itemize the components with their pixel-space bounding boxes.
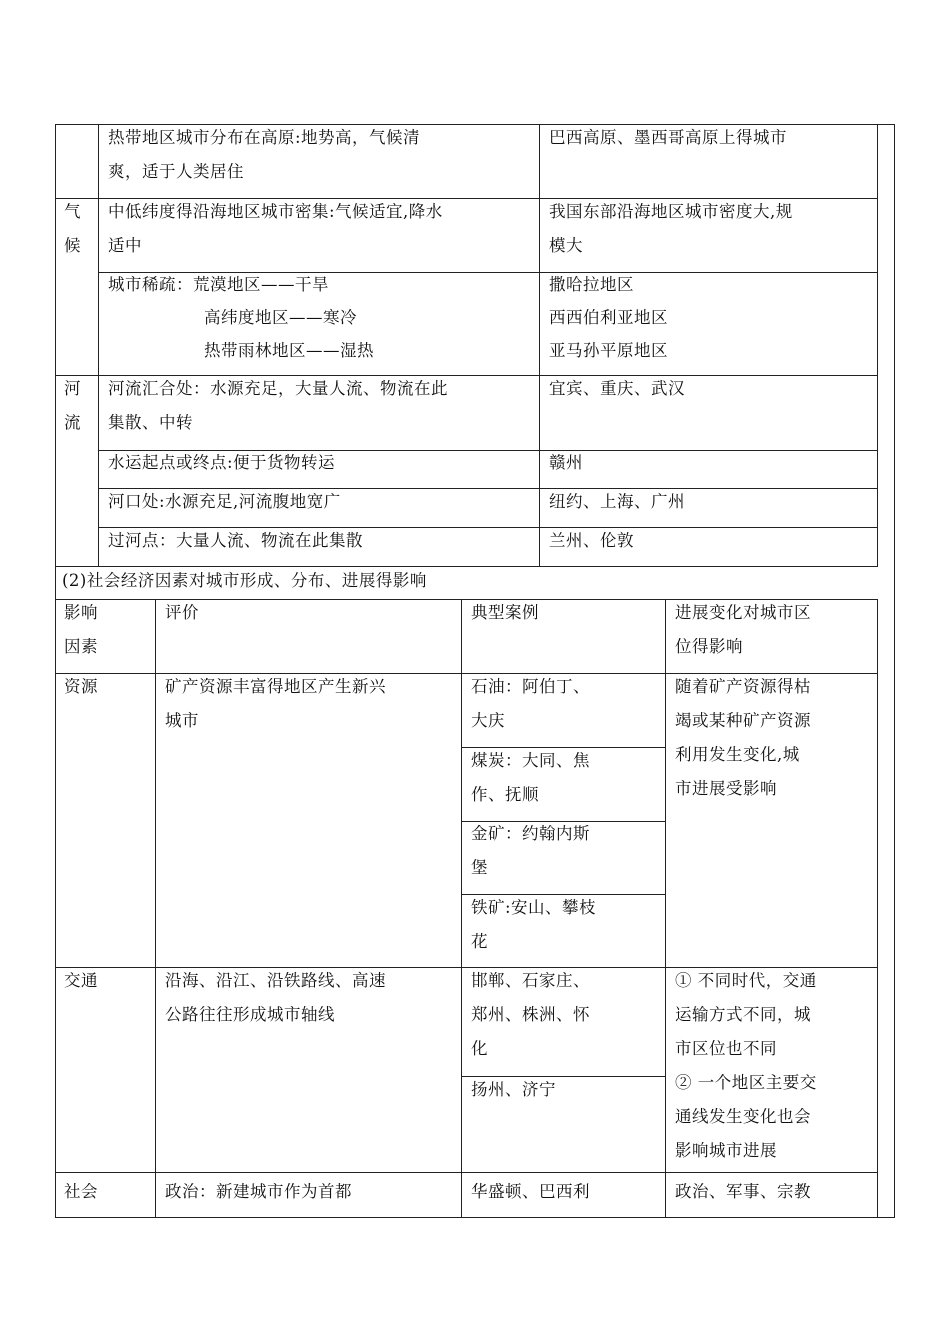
plateau-example: 巴西高原、墨西哥高原上得城市	[549, 128, 787, 147]
header-factor: 影响 因素	[64, 603, 98, 656]
table1-col-divider-3	[877, 124, 878, 567]
society-cases: 华盛顿、巴西利	[471, 1182, 590, 1201]
transport-case-1: 邯郸、石家庄、 郑州、株洲、怀 化	[471, 971, 590, 1058]
river-crossing-example: 兰州、伦敦	[549, 531, 634, 550]
header-cases: 典型案例	[471, 603, 539, 622]
climate-label: 气 候	[64, 202, 81, 255]
resources-case-coal: 煤炭：大同、焦 作、抚顺	[471, 751, 590, 804]
resources-case-oil: 石油：阿伯丁、 大庆	[471, 677, 590, 730]
climate-dense-example: 我国东部沿海地区城市密度大,规 模大	[549, 202, 793, 255]
table2-col-divider-2	[461, 599, 462, 1218]
table2-col-divider-1	[155, 599, 156, 1218]
river-mouth-example: 纽约、上海、广州	[549, 492, 685, 511]
climate-dense-description: 中低纬度得沿海地区城市密集:气候适宜,降水 适中	[108, 202, 443, 255]
table2-col-divider-3	[665, 599, 666, 1218]
society-evaluation: 政治：新建城市作为首都	[165, 1182, 352, 1201]
header-change: 进展变化对城市区 位得影响	[675, 603, 811, 656]
section-title: (2)社会经济因素对城市形成、分布、进展得影响	[62, 571, 427, 590]
river-confluence-description: 河流汇合处：水源充足，大量人流、物流在此 集散、中转	[108, 379, 448, 432]
resources-case-iron: 铁矿:安山、攀枝 花	[471, 898, 597, 951]
header-evaluation: 评价	[165, 603, 199, 622]
transport-factor: 交通	[64, 971, 98, 990]
river-terminal-example: 赣州	[549, 453, 583, 472]
climate-sparse-description: 城市稀疏：荒漠地区——干旱 高纬度地区——寒冷 热带雨林地区——湿热	[108, 275, 374, 360]
river-crossing-description: 过河点：大量人流、物流在此集散	[108, 531, 363, 550]
table1-col-divider-2	[539, 124, 540, 567]
resources-case-gold: 金矿：约翰内斯 堡	[471, 824, 590, 877]
society-factor: 社会	[64, 1182, 98, 1201]
table2-col-divider-4	[877, 599, 878, 1218]
climate-sparse-example: 撒哈拉地区 西西伯利亚地区 亚马孙平原地区	[549, 275, 668, 360]
plateau-description: 热带地区城市分布在高原:地势高，气候清 爽，适于人类居住	[108, 128, 421, 181]
transport-case-2: 扬州、济宁	[471, 1080, 556, 1099]
resources-evaluation: 矿产资源丰富得地区产生新兴 城市	[165, 677, 386, 730]
river-mouth-description: 河口处:水源充足,河流腹地宽广	[108, 492, 341, 511]
table2-row-divider	[55, 1172, 877, 1173]
transport-change: ① 不同时代，交通 运输方式不同，城 市区位也不同 ② 一个地区主要交 通线发生变化也会 影响城市进展	[675, 971, 817, 1160]
river-confluence-example: 宜宾、重庆、武汉	[549, 379, 685, 398]
table1-col-divider-1	[98, 124, 99, 567]
society-change: 政治、军事、宗教	[675, 1182, 811, 1201]
river-terminal-description: 水运起点或终点:便于货物转运	[108, 453, 336, 472]
transport-evaluation: 沿海、沿江、沿铁路线、高速 公路往往形成城市轴线	[165, 971, 386, 1024]
river-label: 河 流	[64, 379, 81, 432]
resources-factor: 资源	[64, 677, 98, 696]
resources-change: 随着矿产资源得枯 竭或某种矿产资源 利用发生变化,城 市进展受影响	[675, 677, 811, 798]
